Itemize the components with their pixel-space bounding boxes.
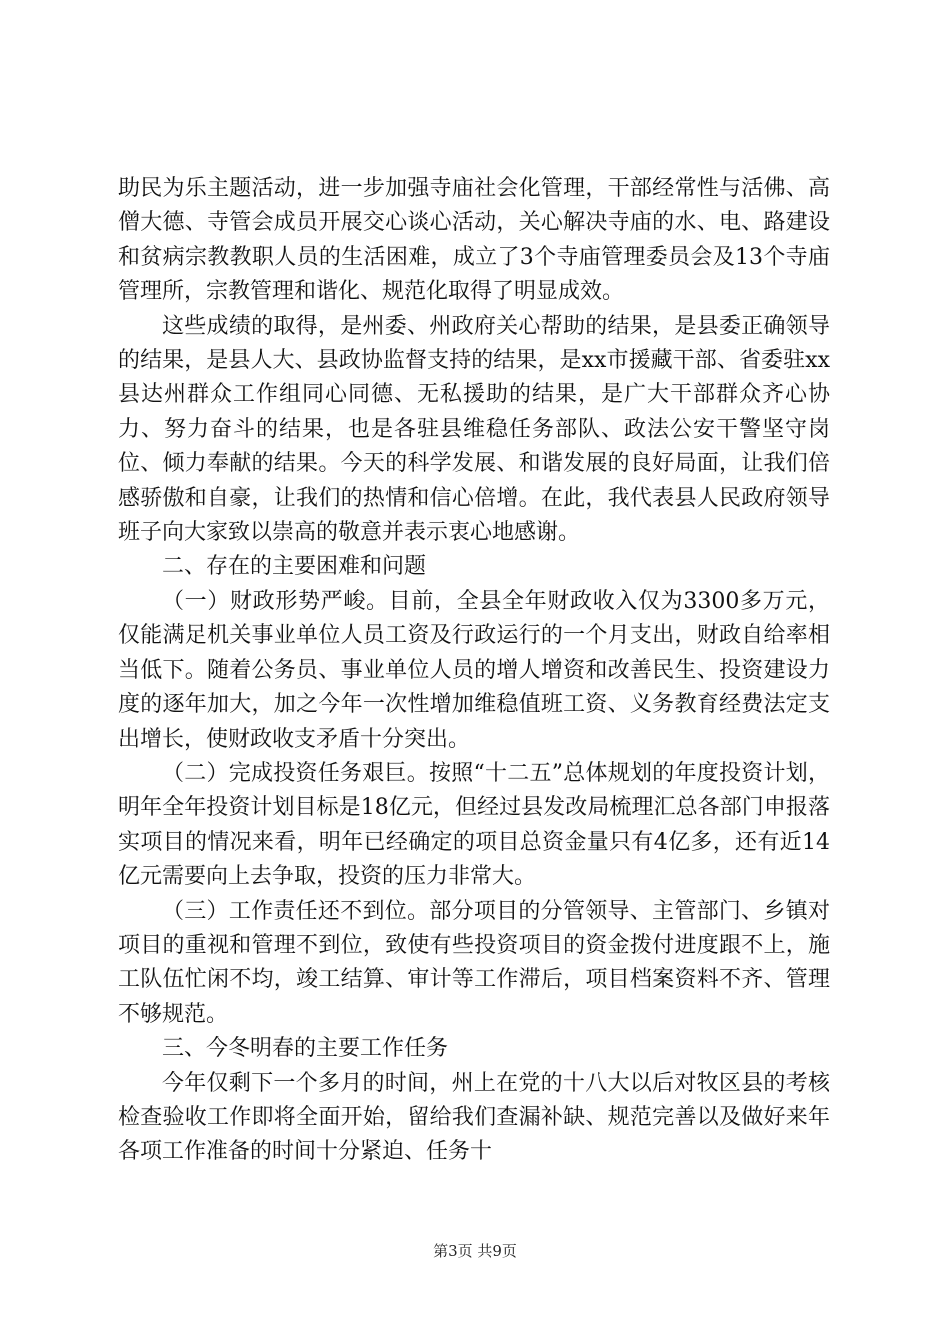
paragraph-continuation: 助民为乐主题活动，进一步加强寺庙社会化管理，干部经常性与活佛、高僧大德、寺管会成员开展交心谈心活动，关心解决寺庙的水、电、路建设和贫病宗教教职人员的生活困难，成立了3个寺庙管理委员会及13个寺庙管理所，宗教管理和谐化、规范化取得了明显成效。 — [118, 176, 830, 305]
paragraph-responsibility: （三）工作责任还不到位。部分项目的分管领导、主管部门、乡镇对项目的重视和管理不到位，致使有些投资项目的资金拨付进度跟不上，施工队伍忙闲不均，竣工结算、审计等工作滞后，项目档案资料不齐、管理不够规范。 — [118, 898, 830, 1027]
section-heading-difficulties: 二、存在的主要困难和问题 — [162, 554, 427, 580]
paragraph-investment: （二）完成投资任务艰巨。按照“十二五”总体规划的年度投资计划，明年全年投资计划目标是18亿元，但经过县发改局梳理汇总各部门申报落实项目的情况来看，明年已经确定的项目总资金量只有4亿多，还有近14亿元需要向上去争取，投资的压力非常大。 — [118, 760, 830, 890]
paragraph-finance: （一）财政形势严峻。目前，全县全年财政收入仅为3300多万元，仅能满足机关事业单位人员工资及行政运行的一个月支出，财政自给率相当低下。随着公务员、事业单位人员的增人增资和改善民生、投资建设力度的逐年加大，加之今年一次性增加维稳值班工资、义务教育经费法定支出增长，使财政收支矛盾十分突出。 — [118, 588, 830, 752]
page-footer: 第3页 共9页 — [433, 1242, 517, 1260]
document-body — [118, 172, 830, 1170]
section-heading-tasks: 三、今冬明春的主要工作任务 — [162, 1036, 449, 1062]
paragraph-tasks: 今年仅剩下一个多月的时间，州上在党的十八大以后对牧区县的考核检查验收工作即将全面开始，留给我们查漏补缺、规范完善以及做好来年各项工作准备的时间十分紧迫、任务十 — [118, 1070, 830, 1165]
paragraph-achievements: 这些成绩的取得，是州委、州政府关心帮助的结果，是县委正确领导的结果，是县人大、县政协监督支持的结果，是xx市援藏干部、省委驻xx县达州群众工作组同心同德、无私援助的结果，是广大干部群众齐心协力、努力奋斗的结果，也是各驻县维稳任务部队、政法公安干警坚守岗位、倾力奉献的结果。今天的科学发展、和谐发展的良好局面，让我们倍感骄傲和自豪，让我们的热情和信心倍增。在此，我代表县人民政府领导班子向大家致以崇高的敬意并表示衷心地感谢。 — [118, 313, 830, 546]
